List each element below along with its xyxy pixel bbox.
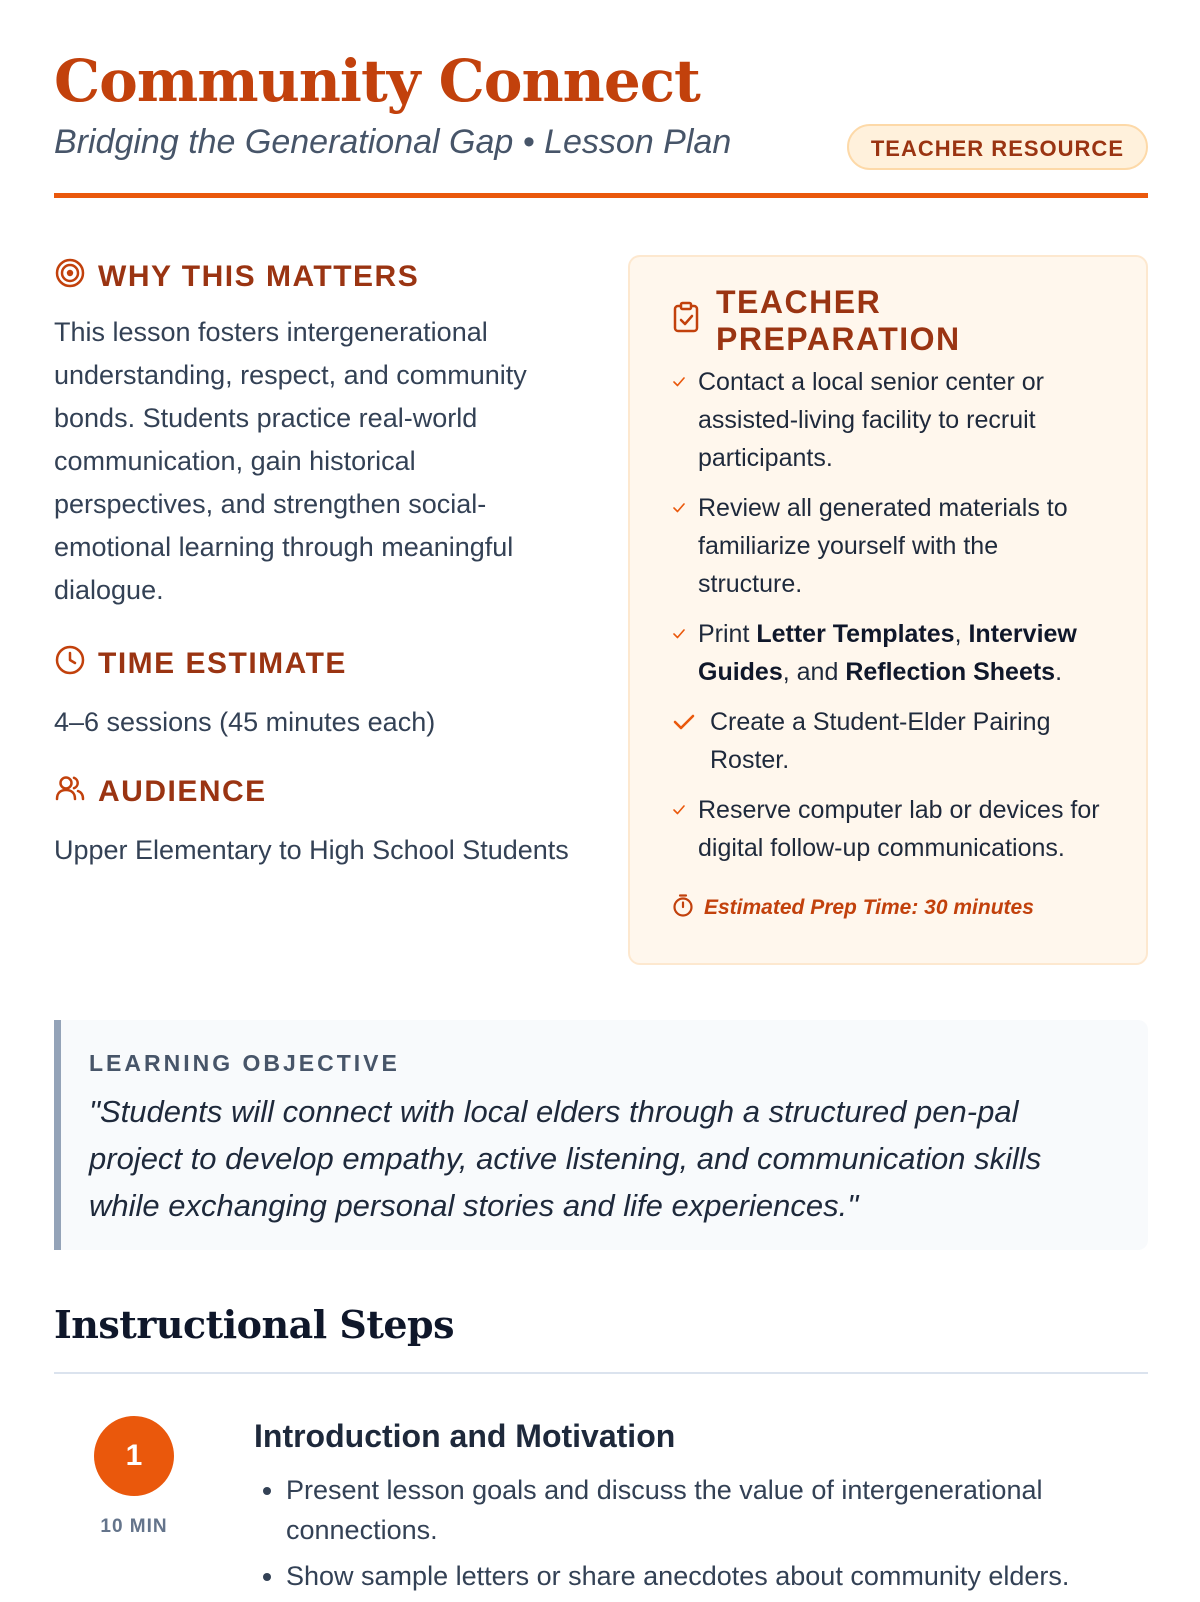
why-text: This lesson fosters intergenerational understanding, respect, and community bonds. Students practice real-world communication, gain historical perspectives, and strengthen social-emotional learning through meaningful dialogue. (54, 317, 527, 605)
print-sep: , and (782, 658, 846, 686)
prep-heading-label: TEACHER PREPARATION (716, 284, 961, 357)
audience-heading-label: AUDIENCE (98, 775, 267, 808)
time-text: 4–6 sessions (45 minutes each) (54, 707, 436, 737)
why-section (54, 255, 574, 612)
audience-text: Upper Elementary to High School Students (54, 835, 569, 865)
header (54, 0, 1148, 200)
letter-templates: Letter Templates (756, 620, 955, 648)
check-icon (672, 489, 698, 527)
prep-item (672, 615, 1104, 691)
step-body (254, 1416, 1134, 1602)
prep-item (672, 489, 1104, 603)
check-icon (672, 363, 698, 401)
interview-guides: Interview Guides (698, 620, 1077, 686)
page-title: Community Connect (54, 47, 700, 115)
print-lead: Print (698, 620, 757, 648)
step-duration: 10 MIN (100, 1516, 168, 1537)
check-icon (672, 791, 698, 829)
step-title: Introduction and Motivation (254, 1418, 676, 1454)
teacher-resource-badge: TEACHER RESOURCE (847, 124, 1148, 170)
users-icon (54, 772, 86, 812)
stopwatch-icon (672, 893, 694, 923)
overview-column (54, 255, 574, 870)
time-heading-label: TIME ESTIMATE (98, 647, 347, 680)
prep-item-text: Reserve computer lab or devices for digital follow-up communications. (698, 796, 1100, 862)
lesson-plan-page (54, 0, 1148, 1591)
steps-divider (54, 1372, 1148, 1374)
teacher-preparation-card (628, 255, 1148, 965)
prep-checklist (672, 363, 1104, 867)
page-subtitle: Bridging the Generational Gap • Lesson Plan (54, 123, 732, 161)
time-section (54, 642, 574, 740)
prep-time-text: Estimated Prep Time: 30 minutes (704, 896, 1034, 919)
objective-text: "Students will connect with local elders through a structured pen-pal project to develop empathy, active listening, and communication skills while exchanging personal stories and life experiences." (89, 1094, 1042, 1223)
clipboard-check-icon (672, 301, 700, 341)
prep-item-text: Contact a local senior center or assisted-living facility to recruit participants. (698, 368, 1045, 472)
why-heading (54, 255, 574, 299)
audience-heading (54, 770, 574, 814)
header-divider (54, 193, 1148, 198)
prep-heading (672, 284, 1104, 357)
prep-item (672, 363, 1104, 477)
target-icon (54, 257, 86, 297)
check-icon (672, 615, 698, 653)
objective-label: LEARNING OBJECTIVE (89, 1050, 400, 1076)
prep-time (672, 893, 1104, 923)
prep-item-text: Create a Student-Elder Pairing Roster. (710, 708, 1051, 774)
prep-item-text (698, 615, 1104, 691)
print-sep: , (954, 620, 969, 648)
learning-objective (54, 1020, 1148, 1250)
why-heading-label: WHY THIS MATTERS (98, 260, 420, 293)
step-bullet: • Show sample letters or share anecdotes about community elders. (286, 1556, 1134, 1596)
step-number-badge: 1 (94, 1416, 174, 1496)
clock-icon (54, 644, 86, 684)
prep-item (672, 791, 1104, 867)
audience-section (54, 770, 574, 870)
print-end: . (1055, 658, 1063, 686)
reflection-sheets: Reflection Sheets (845, 658, 1056, 686)
step-bullet: • Present lesson goals and discuss the value of intergenerational connections. (286, 1470, 1134, 1550)
prep-item (672, 703, 1104, 779)
step-bullets (254, 1470, 1134, 1596)
prep-item-text: Review all generated materials to familiarize yourself with the structure. (698, 494, 1068, 598)
steps-heading: Instructional Steps (54, 1302, 455, 1347)
check-icon (672, 703, 710, 741)
time-heading (54, 642, 574, 686)
